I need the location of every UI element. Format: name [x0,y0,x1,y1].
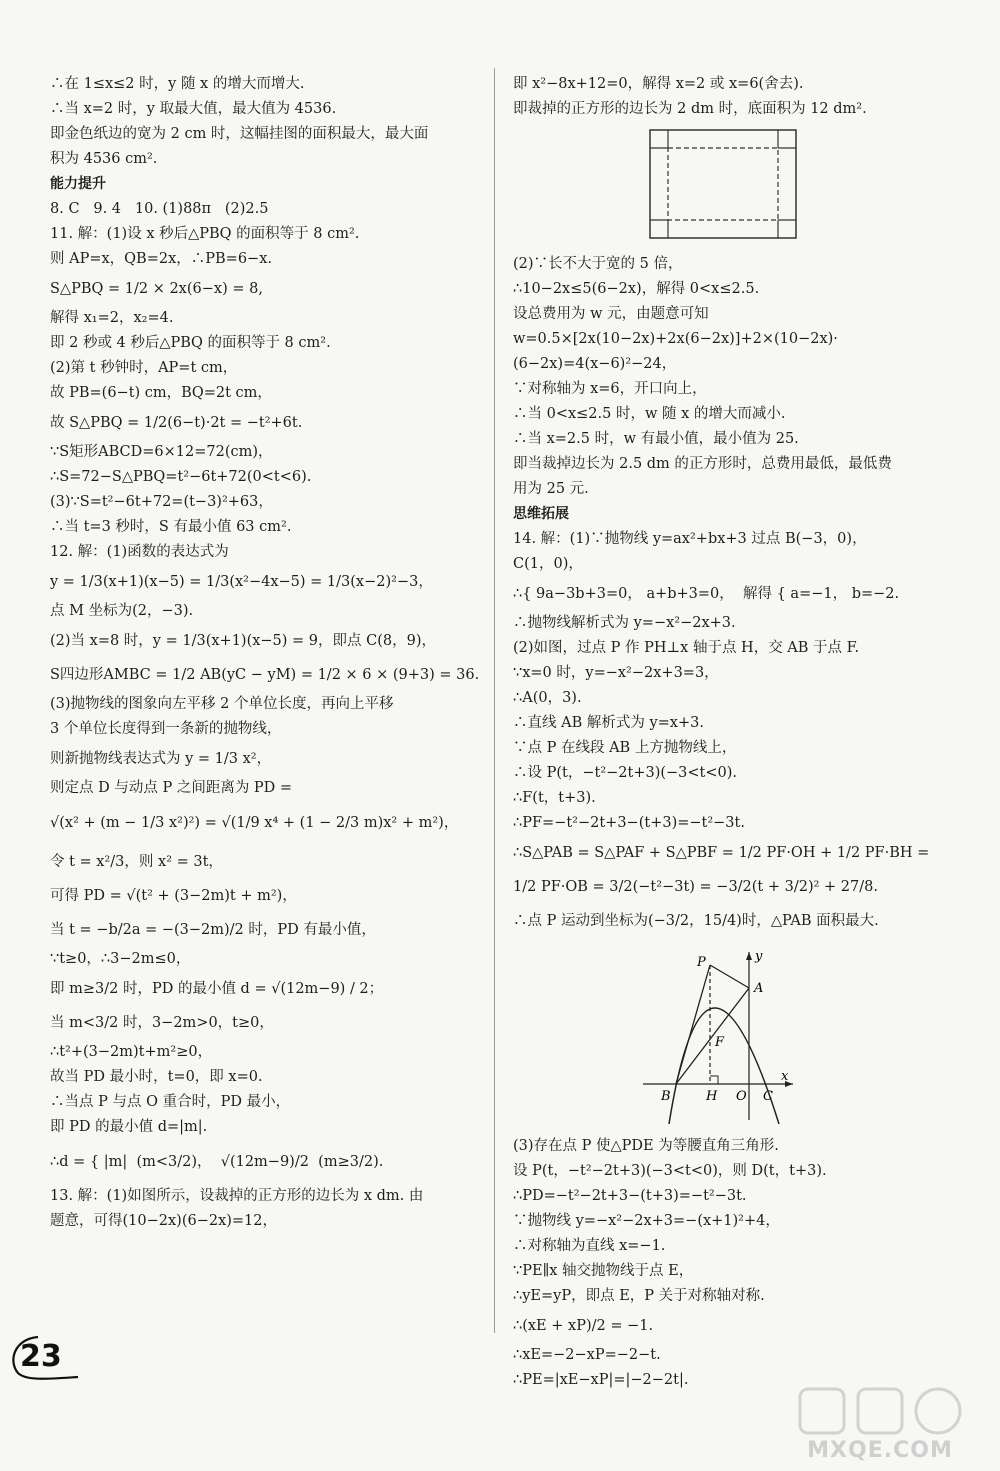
text-line: ∴d = { |m| (m<3/2)， √(12m−9)/2 (m≥3/2). [50,1154,384,1170]
label-y: y [755,949,763,964]
label-B: B [661,1089,671,1104]
text-line: (3)∵S=t²−6t+72=(t−3)²+63， [50,494,273,510]
outer-rectangle [650,130,796,238]
text-line: ∴当 x=2.5 时，w 有最小值，最小值为 25. [513,431,799,447]
text-line: S四边形AMBC = 1/2 AB(yC − yM) = 1/2 × 6 × (9+3) = 36. [50,667,480,683]
inner-dashed-rectangle [668,148,778,220]
text-line: (6−2x)=4(x−6)²−24， [513,356,677,372]
text-line: ∴xE=−2−xP=−2−t. [513,1347,661,1363]
text-line: ∴10−2x≤5(6−2x)，解得 0<x≤2.5. [513,281,760,297]
text-line: ∴设 P(t，−t²−2t+3)(−3<t<0). [513,765,738,781]
text-line: ∴(xE + xP)/2 = −1. [513,1318,654,1334]
label-C: C [763,1089,773,1104]
y-axis-arrow [746,952,752,960]
text-line: ∴抛物线解析式为 y=−x²−2x+3. [513,615,736,631]
segment-PA [710,965,749,988]
text-line: 即 PD 的最小值 d=|m|. [50,1119,208,1135]
text-line: 则新抛物线表达式为 y = 1/3 x²， [50,751,272,767]
text-line: ∵对称轴为 x=6，开口向上， [513,381,707,397]
page-number: 23 [20,1339,62,1374]
text-line: ∵S矩形ABCD=6×12=72(cm)， [50,444,273,460]
text-line: 故 PB=(6−t) cm，BQ=2t cm， [50,385,272,401]
text-line: 故 S△PBQ = 1/2(6−t)·2t = −t²+6t. [50,415,303,431]
right-column-part-c [513,1134,948,1393]
text-line: 故当 PD 最小时，t=0，即 x=0. [50,1069,263,1085]
text-line: 解得 x₁=2，x₂=4. [50,310,174,326]
text-line: 13. 解：(1)如图所示，设裁掉的正方形的边长为 x dm. 由 [50,1188,424,1204]
right-angle-mark [710,1076,718,1084]
text-line: 即当裁掉边长为 2.5 dm 的正方形时，总费用最低，最低费 [513,456,892,472]
text-line: ∵t≥0，∴3−2m≤0， [50,951,191,967]
box-net-figure [648,128,798,240]
text-line: 即 x²−8x+12=0，解得 x=2 或 x=6(舍去). [513,76,804,92]
text-line: 则定点 D 与动点 P 之间距离为 PD = [50,780,293,796]
segment-AB [676,988,749,1084]
text-line: (2)第 t 秒钟时，AP=t cm， [50,360,238,376]
parabola-curve [669,1008,779,1124]
text-line: 1/2 PF·OB = 3/2(−t²−3t) = −3/2(t + 3/2)² + 27/8. [513,879,878,895]
text-line: ∴当 x=2 时，y 取最大值，最大值为 4536. [50,101,337,117]
text-line: 14. 解：(1)∵抛物线 y=ax²+bx+3 过点 B(−3，0)， [513,531,867,547]
text-line: ∴当 0<x≤2.5 时，w 随 x 的增大而减小. [513,406,786,422]
text-line: 即裁掉的正方形的边长为 2 dm 时，底面积为 12 dm². [513,101,867,117]
label-x: x [781,1069,789,1084]
text-line: w=0.5×[2x(10−2x)+2x(6−2x)]+2×(10−2x)· [513,331,838,347]
section-heading: 能力提升 [50,176,106,192]
text-line: 题意，可得(10−2x)(6−2x)=12， [50,1213,278,1229]
text-line: 当 t = −b/2a = −(3−2m)/2 时，PD 有最小值， [50,922,376,938]
watermark-logo [790,1383,970,1439]
text-line: 点 M 坐标为(2，−3). [50,603,194,619]
text-line: 8. C 9. 4 10. (1)88π (2)2.5 [50,201,269,217]
column-divider [494,68,495,1333]
text-line: ∴对称轴为直线 x=−1. [513,1238,666,1254]
text-line: 积为 4536 cm². [50,151,158,167]
text-line: ∴F(t，t+3). [513,790,596,806]
right-column-part-a [513,72,948,122]
text-line: ∴在 1≤x≤2 时，y 随 x 的增大而增大. [50,76,305,92]
text-line: y = 1/3(x+1)(x−5) = 1/3(x²−4x−5) = 1/3(x−2)²−3， [50,574,433,590]
label-O: O [736,1089,747,1104]
text-line: 即 2 秒或 4 秒后△PBQ 的面积等于 8 cm². [50,335,331,351]
text-line: 3 个单位长度得到一条新的抛物线， [50,721,282,737]
text-line: ∴PE=|xE−xP|=|−2−2t|. [513,1372,689,1388]
text-line: S△PBQ = 1/2 × 2x(6−x) = 8, [50,281,263,297]
text-line: (3)抛物线的图象向左平移 2 个单位长度，再向上平移 [50,696,394,712]
text-line: ∴A(0，3). [513,690,582,706]
text-line: 当 m<3/2 时，3−2m>0，t≥0， [50,1015,274,1031]
parabola-figure [633,948,803,1124]
text-line: ∵PE∥x 轴交抛物线于点 E， [513,1263,694,1279]
text-line: ∴PD=−t²−2t+3−(t+3)=−t²−3t. [513,1188,747,1204]
label-F: F [715,1035,725,1050]
text-line: (3)存在点 P 使△PDE 为等腰直角三角形. [513,1138,779,1154]
text-line: ∴当 t=3 秒时，S 有最小值 63 cm². [50,519,292,535]
right-column [513,72,948,1393]
right-column-part-b [513,252,948,938]
text-line: ∴{ 9a−3b+3=0， a+b+3=0， 解得 { a=−1， b=−2. [513,586,900,602]
label-A: A [754,981,764,996]
segment-PB [676,965,710,1084]
section-heading: 思维拓展 [513,506,569,522]
left-column [50,72,480,1234]
text-line: (2)∵长不大于宽的 5 倍， [513,256,683,272]
text-line: 令 t = x²/3，则 x² = 3t， [50,854,223,870]
text-line: 则 AP=x，QB=2x，∴PB=6−x. [50,251,272,267]
text-line: 用为 25 元. [513,481,589,497]
text-line: ∴S△PAB = S△PAF + S△PBF = 1/2 PF·OH + 1/2 PF·BH = [513,845,930,861]
text-line: ∴t²+(3−2m)t+m²≥0， [50,1044,213,1060]
text-line: ∴PF=−t²−2t+3−(t+3)=−t²−3t. [513,815,745,831]
text-line: ∴当点 P 与点 O 重合时，PD 最小， [50,1094,291,1110]
text-line: (2)当 x=8 时，y = 1/3(x+1)(x−5) = 9，即点 C(8，9)， [50,633,436,649]
text-line: ∴直线 AB 解析式为 y=x+3. [513,715,704,731]
label-P: P [697,955,706,970]
text-line: ∵x=0 时，y=−x²−2x+3=3， [513,665,719,681]
page-number-badge [8,1333,80,1381]
label-H: H [706,1089,718,1104]
text-line: 12. 解：(1)函数的表达式为 [50,544,229,560]
text-line: 设总费用为 w 元，由题意可知 [513,306,709,322]
text-line: 即金色纸边的宽为 2 cm 时，这幅挂图的面积最大，最大面 [50,126,429,142]
text-line: √(x² + (m − 1/3 x²)²) = √(1/9 x⁴ + (1 − 2/3 m)x² + m²)， [50,815,459,831]
text-line: 可得 PD = √(t² + (3−2m)t + m²)， [50,888,297,904]
text-line: ∴yE=yP，即点 E，P 关于对称轴对称. [513,1288,765,1304]
text-line: ∴点 P 运动到坐标为(−3/2，15/4)时，△PAB 面积最大. [513,913,879,929]
watermark-text: MXQE.COM [807,1438,953,1463]
text-line: ∵点 P 在线段 AB 上方抛物线上， [513,740,737,756]
text-line: 设 P(t，−t²−2t+3)(−3<t<0)，则 D(t，t+3). [513,1163,827,1179]
text-line: ∴S=72−S△PBQ=t²−6t+72(0<t<6). [50,469,312,485]
text-line: C(1，0)， [513,556,583,572]
watermark [790,1383,970,1463]
text-line: 11. 解：(1)设 x 秒后△PBQ 的面积等于 8 cm². [50,226,360,242]
text-line: (2)如图，过点 P 作 PH⊥x 轴于点 H，交 AB 于点 F. [513,640,860,656]
text-line: ∵抛物线 y=−x²−2x+3=−(x+1)²+4， [513,1213,780,1229]
text-line: 即 m≥3/2 时，PD 的最小值 d = √(12m−9) / 2； [50,981,384,997]
